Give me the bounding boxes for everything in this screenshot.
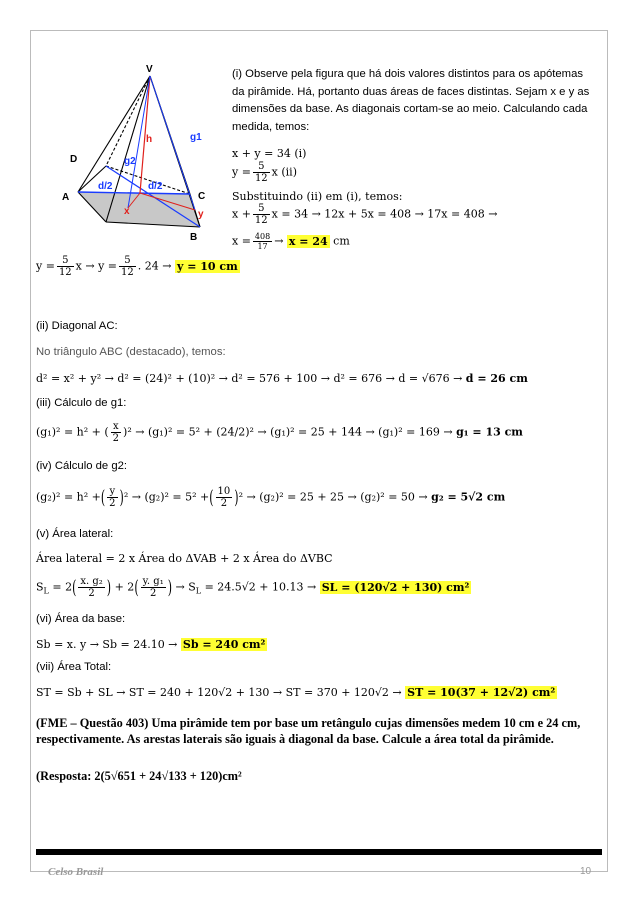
fme-answer: (Resposta: 2(5√651 + 24√133 + 120)cm² — [36, 769, 242, 783]
base-area-result: Sb = 240 cm² — [182, 638, 266, 651]
section-iv-equation: (g₂)² = h² +( $\frac{y}{2}$ )² → (g₂)² = 5² +( $\frac{10}{2}$ )² → (g₂)² = 25 + 25 → (g₂)² = 50 → g₂ = 5√2 cm — [36, 486, 506, 509]
g2-result: g₂ = 5√2 cm — [431, 490, 506, 504]
section-iv-title: (iv) Cálculo de g2: — [36, 460, 128, 472]
equation-i: x + y = 34 (i) — [232, 147, 307, 160]
d2-right-label: d/2 — [148, 181, 163, 192]
footer-bar — [36, 849, 602, 855]
page-number: 10 — [580, 866, 592, 877]
intro-paragraph: (i) Observe pela figura que há dois valores distintos para os apótemas da pirâmide. Há, portanto duas áreas de faces distintas. Sejam x e y as dimensões da base. As diagonais cortam-se ao meio. Calculando cada medida, temos: — [232, 68, 590, 133]
total-area-result: ST = 10(37 + 12√2) cm² — [407, 686, 556, 699]
x-result-highlight: x = 24 — [288, 234, 328, 248]
footer-author: Celso Brasil — [48, 866, 104, 878]
vertex-c-label: C — [198, 191, 206, 202]
lateral-area-equation: $S_L = 2$( $\frac{\text{x. g₂}}{2}$ ) + 2( $\frac{\text{y. g₁}}{2}$ ) → $S_L = 24.5√2 + 10.13$ → SL = (120√2 + 130) cm² — [36, 576, 470, 599]
section-iii-title: (iii) Cálculo de g1: — [36, 397, 127, 409]
g1-label: g1 — [190, 132, 202, 143]
y-result-highlight: y = 10 cm — [176, 259, 238, 273]
h-label: h — [146, 134, 153, 145]
x-label: x — [124, 206, 130, 217]
lateral-area-definition: Área lateral = 2 x Área do ΔVAB + 2 x Área do ΔVBC — [36, 552, 333, 565]
g1-result: g₁ = 13 cm — [456, 425, 523, 439]
equation-x-result: x = $\frac{408}{17}$ → x = 24 cm — [232, 232, 350, 251]
equation-substitution: x + $\frac{5}{12}$ x = 34 → 12x + 5x = 408 → 17x = 408 → — [232, 203, 498, 226]
vertex-a-label: A — [62, 192, 70, 203]
section-v-title: (v) Área lateral: — [36, 528, 114, 540]
section-ii-intro: No triângulo ABC (destacado), temos: — [36, 346, 226, 358]
pyramid-figure — [58, 62, 228, 242]
y-label: y — [198, 209, 204, 220]
vertex-b-label: B — [190, 232, 198, 242]
base-shade — [78, 192, 200, 227]
vertex-d-label: D — [70, 154, 78, 165]
section-vii-title: (vii) Área Total: — [36, 661, 112, 673]
section-vi-title: (vi) Área da base: — [36, 613, 126, 625]
diagonal-result: d = 26 cm — [465, 372, 528, 385]
section-ii-title: (ii) Diagonal AC: — [36, 320, 118, 332]
vertex-v-label: V — [146, 64, 153, 75]
substitution-text: Substituindo (ii) em (i), temos: — [232, 190, 403, 203]
total-area-equation: ST = Sb + SL → ST = 240 + 120√2 + 130 → ST = 370 + 120√2 → ST = 10(37 + 12√2) cm² — [36, 686, 556, 699]
g2-label: g2 — [124, 156, 136, 167]
section-ii-equation: d² = x² + y² → d² = (24)² + (10)² → d² = 576 + 100 → d² = 676 → d = √676 → d = 26 cm — [36, 372, 528, 385]
lateral-area-result: SL = (120√2 + 130) cm² — [321, 580, 470, 594]
fme-question: (FME – Questão 403) Uma pirâmide tem por base um retângulo cujas dimensões medem 10 cm e 24 cm, respectivamente. As arestas laterais são iguais à diagonal da base. Calcule a área total da pirâmide. — [36, 716, 581, 746]
base-area-equation: Sb = x. y → Sb = 24.10 → Sb = 240 cm² — [36, 638, 266, 651]
section-iii-equation: (g₁)² = h² + ( $\frac{x}{2}$ )² → (g₁)² = 5² + (24/2)² → (g₁)² = 25 + 144 → (g₁)² = 169 → g₁ = 13 cm — [36, 421, 523, 444]
equation-y-result: y = $\frac{5}{12}$ x → y = $\frac{5}{12}$ . 24 → y = 10 cm — [36, 255, 238, 278]
d2-left-label: d/2 — [98, 181, 113, 192]
equation-ii: y = $\frac{5}{12}$ x (ii) — [232, 161, 297, 184]
